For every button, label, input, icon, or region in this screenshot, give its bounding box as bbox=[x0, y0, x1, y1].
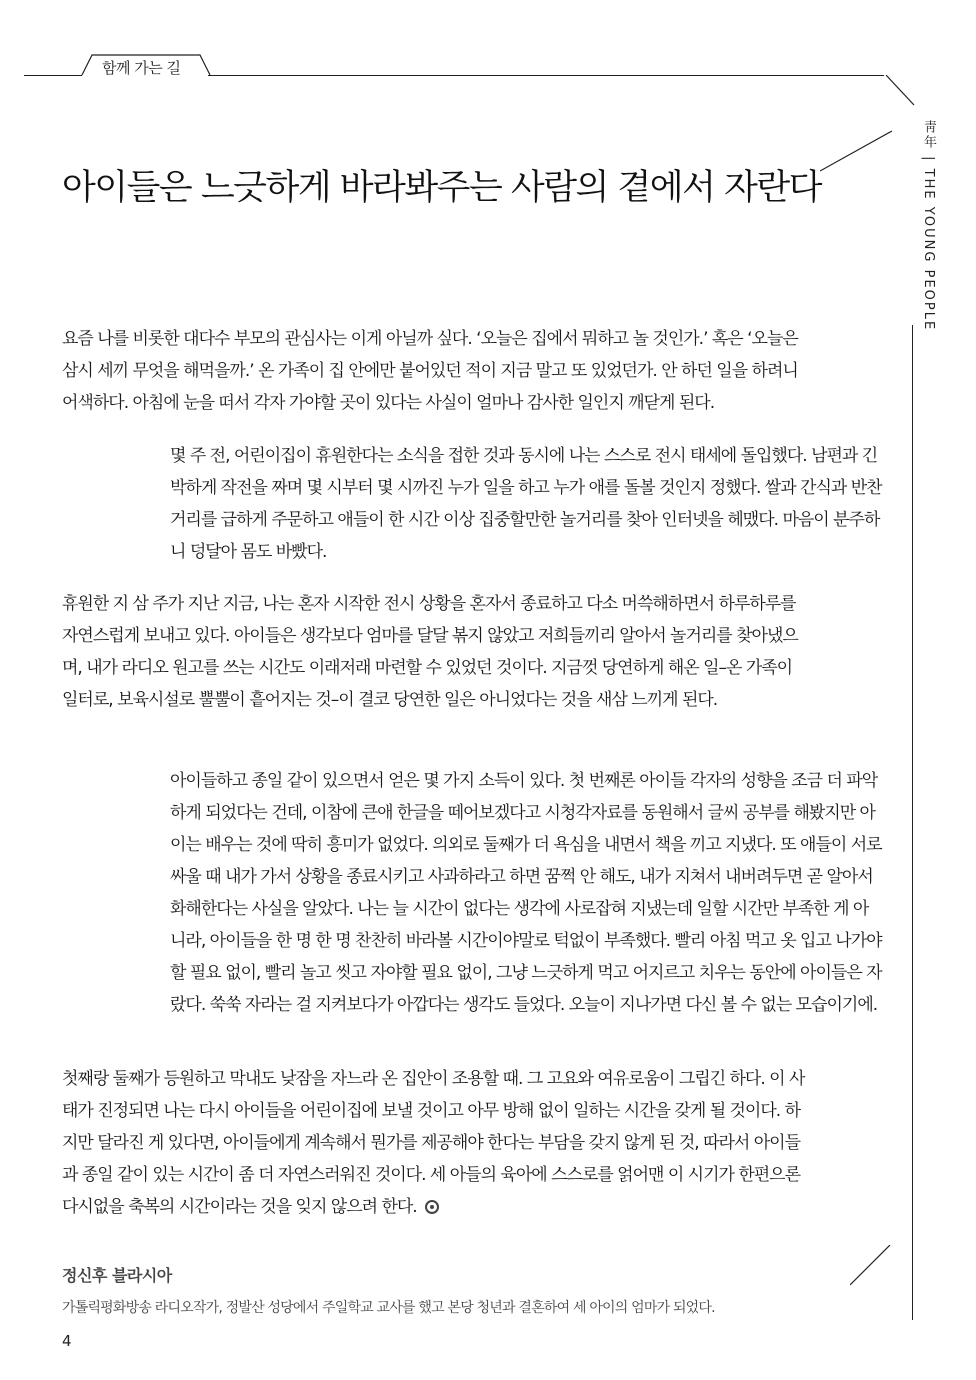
author-name: 정신후 블라시아 bbox=[62, 1266, 172, 1285]
magazine-vertical-label: 靑年 | THE YOUNG PEOPLE bbox=[921, 120, 936, 332]
article-title: 아이들은 느긋하게 바라봐주는 사람의 곁에서 자란다 bbox=[62, 168, 821, 208]
header-rule-left bbox=[24, 75, 82, 76]
corner-decoration-bottom bbox=[850, 1245, 920, 1325]
page-number: 4 bbox=[62, 1332, 72, 1350]
body-paragraph-5-text: 첫째랑 둘째가 등원하고 막내도 낮잠을 자느라 온 집안이 조용할 때. 그 고요와 여유로움이 그립긴 하다. 이 사태가 진정되면 나는 다시 아이들을 어린이집에 보낼 것이고 아무 방해 없이 일하는 시간을 갖게 될 것이다. 하지만 달라진 게 있다면, 아이들에게 계속해서 뭔가를 제공해야 한다는 부담을 갖지 않게 된 것, 따라서 아이들과 종일 같이 있는 시간이 좀 더 자연스러워진 것이다. 세 아들의 육아에 스스로를 얽어맨 이 시기가 한편으론 다시없을 축복의 시간이라는 것을 잊지 않으려 한다. bbox=[62, 1069, 805, 1217]
section-tab-label: 함께 가는 길 bbox=[102, 59, 181, 77]
body-paragraph-2: 몇 주 전, 어린이집이 휴원한다는 소식을 접한 것과 동시에 나는 스스로 전시 태세에 돌입했다. 남편과 긴박하게 작전을 짜며 몇 시부터 몇 시까진 누가 일을 하고 누가 애를 돌볼 것인지 정했다. 쌀과 간식과 반찬거리를 급하게 주문하고 애들이 한 시간 이상 집중할만한 놀거리를 찾아 인터넷을 헤맸다. 마음이 분주하니 덩달아 몸도 바빴다. bbox=[170, 446, 882, 562]
author-bio: 가톨릭평화방송 라디오작가, 정발산 성당에서 주일학교 교사를 했고 본당 청년과 결혼하여 세 아이의 엄마가 되었다. bbox=[62, 1300, 715, 1316]
header-rule-right bbox=[208, 75, 884, 76]
body-paragraph-5 bbox=[62, 1063, 810, 1223]
end-mark-icon bbox=[425, 1200, 439, 1214]
right-vertical-rule bbox=[912, 325, 913, 1320]
body-paragraph-1: 요즘 나를 비롯한 대다수 부모의 관심사는 이게 아닐까 싶다. ‘오늘은 집에서 뭐하고 놀 것인가.’ 혹은 ‘오늘은 삼시 세끼 무엇을 해먹을까.’ 온 가족이 집 안에만 붙어있던 적이 지금 말고 또 있었던가. 안 하던 일을 하려니 어색하다. 아침에 눈을 떠서 각자 가야할 곳이 있다는 사실이 얼마나 감사한 일인지 깨닫게 된다. bbox=[62, 329, 798, 413]
body-paragraph-4: 아이들하고 종일 같이 있으면서 얻은 몇 가지 소득이 있다. 첫 번째론 아이들 각자의 성향을 조금 더 파악하게 되었다는 건데, 이참에 큰애 한글을 떼어보겠다고 시청각자료를 동원해서 글씨 공부를 해봤지만 아이는 배우는 것에 딱히 흥미가 없었다. 의외로 둘째가 더 욕심을 내면서 책을 끼고 지냈다. 또 애들이 서로 싸울 때 내가 가서 상황을 종료시키고 사과하라고 하면 꿈쩍 안 해도, 내가 지쳐서 내버려두면 곧 알아서 화해한다는 사실을 알았다. 나는 늘 시간이 없다는 생각에 사로잡혀 지냈는데 일할 시간만 부족한 게 아니라, 아이들을 한 명 한 명 찬찬히 바라볼 시간이야말로 턱없이 부족했다. 빨리 아침 먹고 옷 입고 나가야 할 필요 없이, 빨리 놀고 씻고 자야할 필요 없이, 그냥 느긋하게 먹고 어지르고 치우는 동안에 아이들은 자랐다. 쑥쑥 자라는 걸 지켜보다가 아깝다는 생각도 들었다. 오늘이 지나가면 다신 볼 수 없는 모습이기에. bbox=[170, 771, 882, 1015]
body-paragraph-3: 휴원한 지 삼 주가 지난 지금, 나는 혼자 시작한 전시 상황을 혼자서 종료하고 다소 머쓱해하면서 하루하루를 자연스럽게 보내고 있다. 아이들은 생각보다 엄마를 달달 볶지 않았고 저희들끼리 알아서 놀거리를 찾아냈으며, 내가 라디오 원고를 쓰는 시간도 이래저래 마련할 수 있었던 것이다. 지금껏 당연하게 해온 일–온 가족이 일터로, 보육시설로 뿔뿔이 흩어지는 것–이 결코 당연한 일은 아니었다는 것을 새삼 느끼게 된다. bbox=[62, 594, 798, 710]
